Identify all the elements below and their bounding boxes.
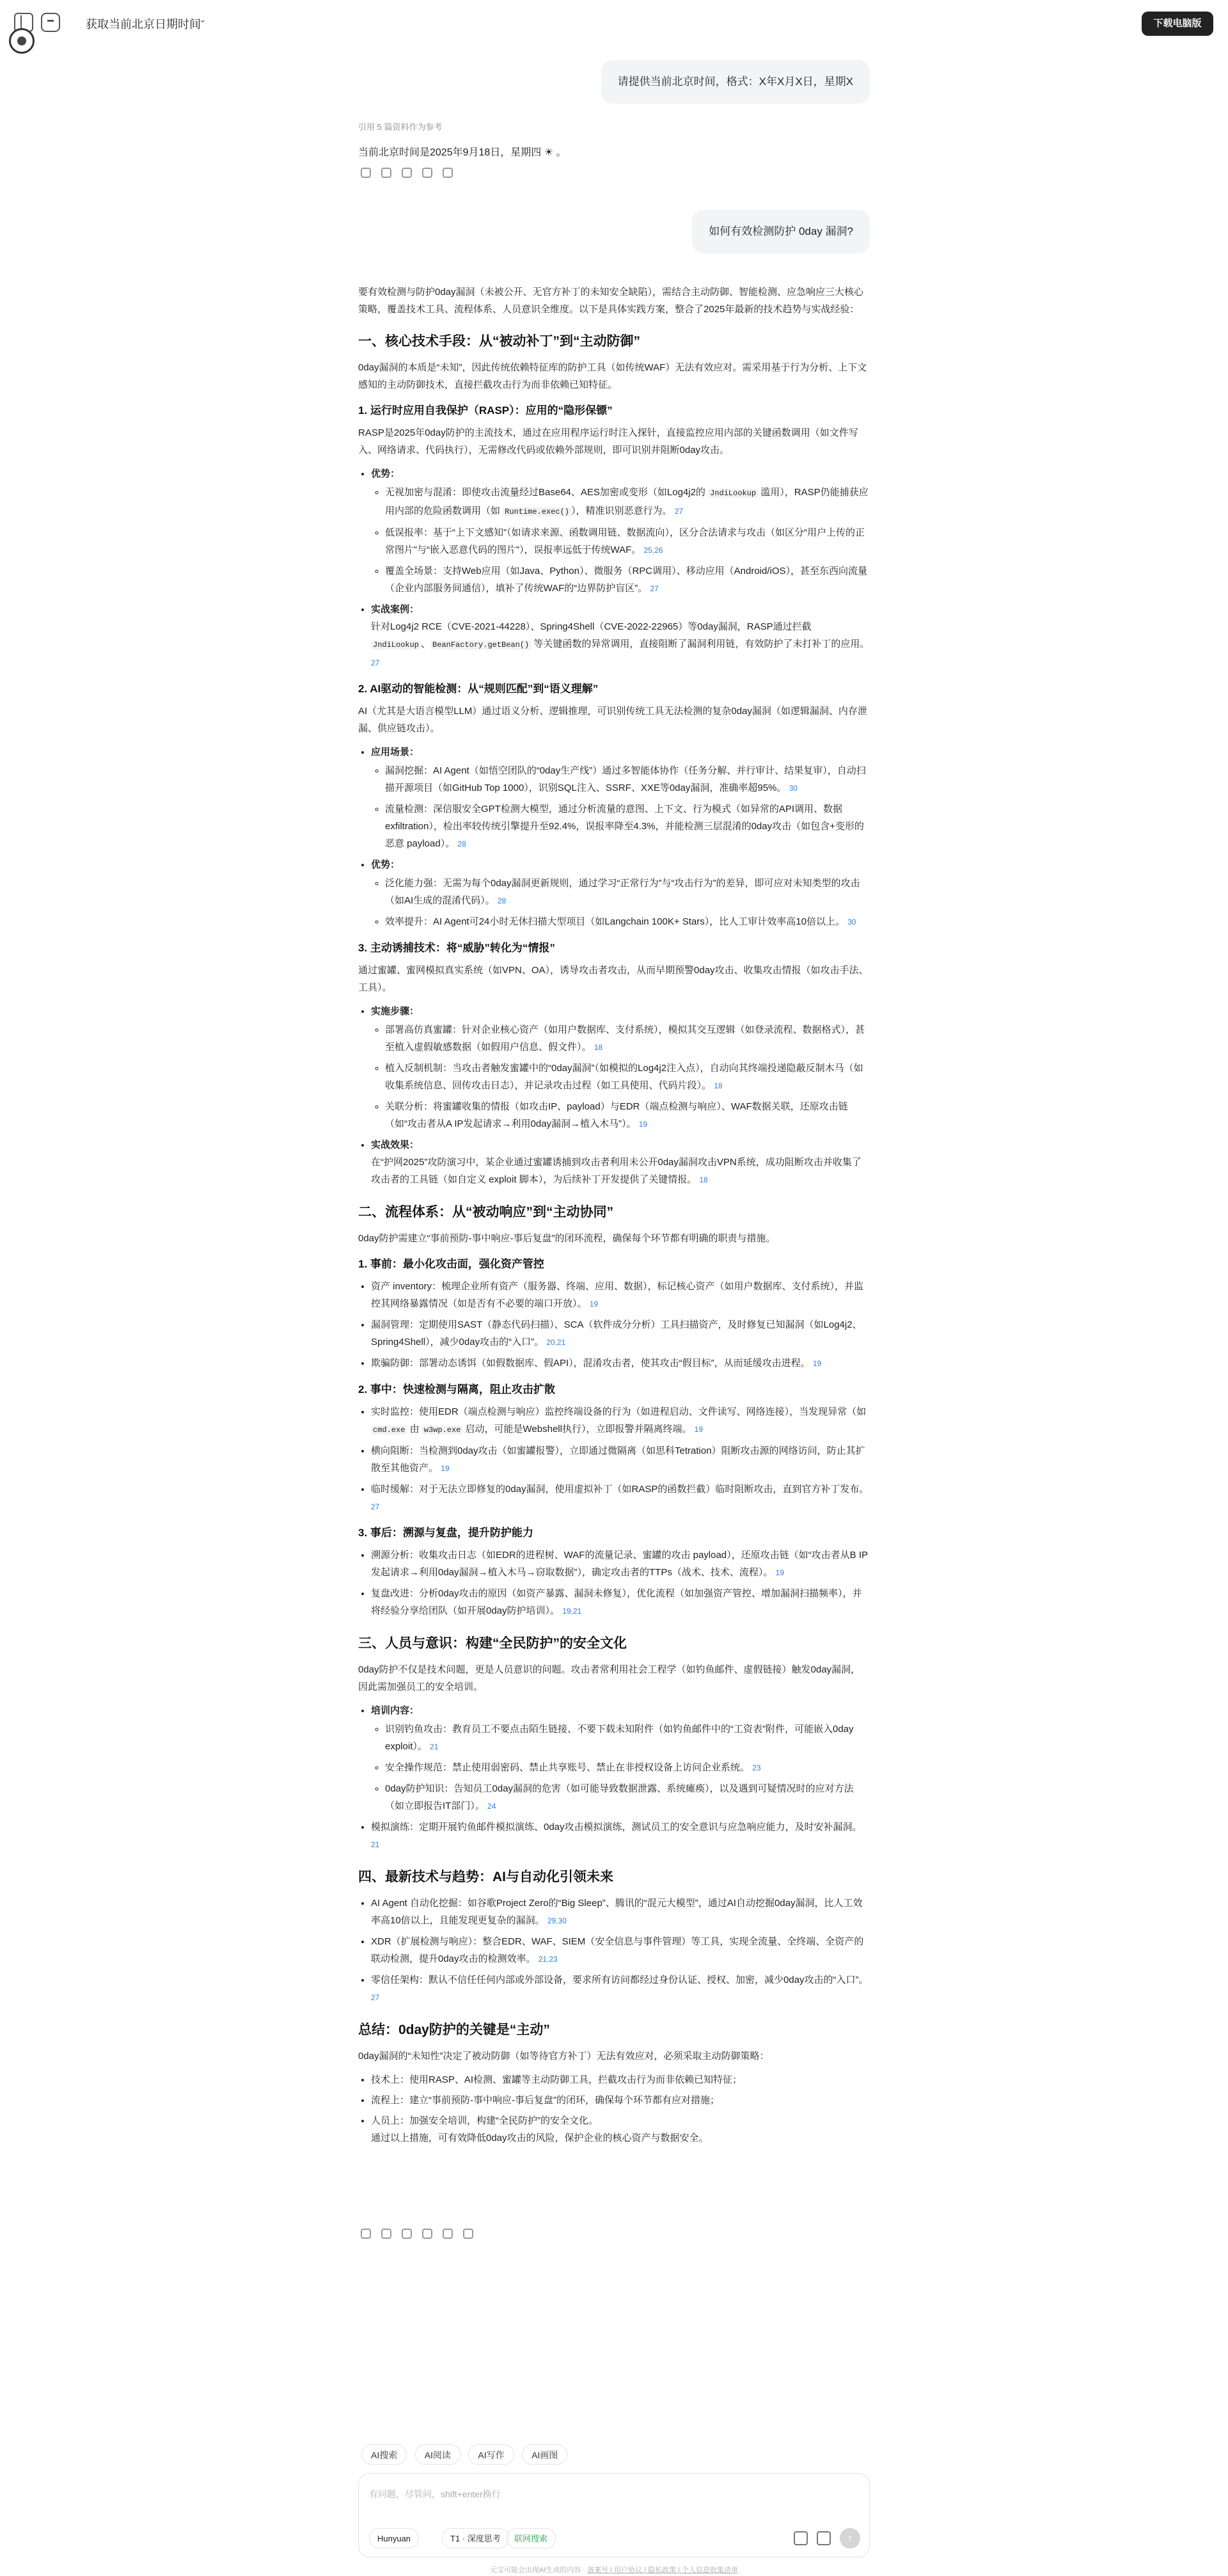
list <box>371 2071 870 2147</box>
image-upload-icon[interactable] <box>794 2531 808 2545</box>
list-item: ◦ 覆盖全场景：支持Web应用（如Java、Python）、微服务（RPC调用）、移动应用（Android/iOS），甚至东西向流量（企业内部服务间通信），填补了传统WAF的“边界防护盲区”。 27 <box>385 562 870 598</box>
list <box>371 1702 870 1854</box>
citation-link[interactable]: 18 <box>714 1081 723 1090</box>
list-item: • 流程上：建立“事前预防-事中响应-事后复盘”的闭环，确保每个环节都有应对措施； <box>371 2092 870 2109</box>
citation-link[interactable]: 30 <box>847 918 856 926</box>
composer <box>358 2473 870 2557</box>
footer-disclaimer: 元宝可能会出现AI生成的内容 <box>489 2566 581 2574</box>
footer-links[interactable]: 备案号 | 用户协议 | 隐私政策 | 个人信息收集清单 <box>587 2566 739 2574</box>
list <box>371 1403 870 1516</box>
list-item: • 优势： ◦ 泛化能力强：无需为每个0day漏洞更新规则，通过学习“正常行为”与“攻击行为”的差异，即可应对未知类型的攻击（如AI生成的混淆代码）。 28 ◦ 效率提升：AI Agent可24小时无休扫描大型项目（如Langchain 100K+ Stars），比人工审计效率高10倍以上。 30 <box>371 856 870 931</box>
list-item: • 欺骗防御：部署动态诱饵（如假数据库、假API），混淆攻击者，使其攻击“假目标”，从而延缓攻击进程。 19 <box>371 1355 870 1372</box>
deep-think-toggle[interactable]: T1 · 深度思考 <box>442 2528 509 2548</box>
chevron-down-icon[interactable]: ⌄ <box>199 14 207 24</box>
list <box>371 1003 870 1189</box>
download-desktop-button[interactable]: 下载电脑版 <box>1142 12 1213 36</box>
list <box>371 1278 870 1372</box>
list-item: • 技术上：使用RASP、AI检测、蜜罐等主动防御工具，拦截攻击行为而非依赖已知特征； <box>371 2071 870 2088</box>
section-heading: 二、流程体系：从“被动响应”到“主动协同” <box>358 1205 613 1220</box>
list-item: • 溯源分析：收集攻击日志（如EDR的进程树、WAF的流量记录、蜜罐的攻击 payload），还原攻击链（如“攻击者从B IP发起请求→利用0day漏洞→植入木马→窃取数据”），确定攻击者的TTPs（战术、技术、流程）。 19 <box>371 1546 870 1582</box>
copy-icon[interactable] <box>361 168 371 178</box>
list-item: • 优势： ◦ 无视加密与混淆：即使攻击流量经过Base64、AES加密或变形（如Log4j2的 JndiLookup 滥用），RASP仍能捕获应用内部的危险函数调用（如 Runtime.exec() ），精准识别恶意行为。 27 ◦ 低误报率：基于“上下文感知”（如请求来源、函数调用链、数据流向），区分合法请求与攻击（如区分“用户上传的正常图片”与“嵌入恶意代码的图片”），误报率远低于传统WAF。 25,26 ◦ 覆盖全场景：支持Web应用（如Java、Python）、微服务（RPC调用）、移动应用（Android/iOS），甚至东西向流量（企业内部服务间通信），填补了传统WAF的“边界防护盲区”。 27 <box>371 465 870 598</box>
subsection-heading: 1. 运行时应用自我保护（RASP）：应用的“隐形保镖” <box>358 404 613 417</box>
list-item: • 培训内容： ◦ 识别钓鱼攻击：教育员工不要点击陌生链接、不要下载未知附件（如钓鱼邮件中的“工资表”附件，可能嵌入0day exploit）。 21 ◦ 安全操作规范：禁止使用弱密码、禁止共享账号、禁止在非授权设备上访问企业系统。 23 ◦ 0day防护知识：告知员工0day漏洞的危害（如可能导致数据泄露、系统瘫痪），以及遇到可疑情况时的应对方法（如立即报告IT部门）。 24 <box>371 1702 870 1815</box>
list <box>371 743 870 931</box>
citation-link[interactable]: 21 <box>371 1840 380 1849</box>
citation-link[interactable]: 25,26 <box>643 546 663 555</box>
list <box>371 1546 870 1620</box>
subsection-heading: 1. 事前：最小化攻击面，强化资产管控 <box>358 1258 544 1270</box>
list-item: • 人员上：加强安全培训，构建“全民防护”的安全文化。 通过以上措施，可有效降低0day攻击的风险，保护企业的核心资产与数据安全。 <box>371 2112 870 2147</box>
user-message: 请提供当前北京时间，格式：X年X月X日，星期X <box>601 60 870 104</box>
bookmark-icon[interactable] <box>381 168 391 178</box>
tool-ai-read[interactable]: AI阅读 <box>415 2444 460 2465</box>
thumbs-down-icon[interactable] <box>422 168 432 178</box>
citation-link[interactable]: 24 <box>487 1802 496 1811</box>
list-item: • 实战案例： 针对Log4j2 RCE（CVE-2021-44228）、Spring4Shell（CVE-2022-22965）等0day漏洞，RASP通过拦截 JndiLookup 、 BeanFactory.getBean() 等关键函数的异常调用，直接阻断了漏洞利用链，有效防护了未打补丁的应用。 27 <box>371 601 870 672</box>
citation-link[interactable]: 18 <box>699 1175 708 1184</box>
message-actions <box>361 2229 484 2243</box>
citation-link[interactable]: 19 <box>812 1359 822 1368</box>
tool-ai-write[interactable]: AI写作 <box>468 2444 514 2465</box>
citation-link[interactable]: 27 <box>674 507 684 516</box>
top-bar <box>0 0 1228 46</box>
list-item: • 模拟演练：定期开展钓鱼邮件模拟演练、0day攻击模拟演练，测试员工的安全意识与应急响应能力，及时安补漏洞。 21 <box>371 1818 870 1854</box>
share-icon[interactable] <box>463 2229 473 2239</box>
list <box>371 465 870 672</box>
file-upload-icon[interactable] <box>817 2531 831 2545</box>
paragraph: AI（尤其是大语言模型LLM）通过语义分析、逻辑推理，可识别传统工具无法检测的复杂0day漏洞（如逻辑漏洞、内存泄漏、供应链攻击）。 <box>358 706 867 734</box>
subsection-heading: 2. AI驱动的智能检测：从“规则匹配”到“语义理解” <box>358 683 599 695</box>
citation-link[interactable]: 20,21 <box>546 1338 566 1347</box>
thumbs-down-icon[interactable] <box>422 2229 432 2239</box>
citation-link[interactable]: 19,21 <box>562 1607 582 1616</box>
citation-link[interactable]: 28 <box>497 896 507 905</box>
paragraph: 0day漏洞的本质是“未知”，因此传统依赖特征库的防护工具（如传统WAF）无法有效应对。需采用基于行为分析、上下文感知的主动防御技术，直接拦截攻击行为而非依赖已知特征。 <box>358 362 867 390</box>
assistant-message: 当前北京时间是2025年9月18日，星期四 ☀ 。 <box>358 147 567 158</box>
web-search-toggle[interactable]: 联网搜索 <box>506 2528 556 2548</box>
citation-link[interactable]: 28 <box>457 839 466 848</box>
citation-link[interactable]: 19 <box>589 1300 599 1308</box>
list-item: ◦ 植入反制机制：当攻击者触发蜜罐中的“0day漏洞”（如模拟的Log4j2注入点），自动向其终端投递隐蔽反制木马（如收集系统信息、回传攻击日志），并记录攻击过程（如工具使用、代码片段）。 18 <box>385 1060 870 1095</box>
thumbs-up-icon[interactable] <box>402 168 412 178</box>
conversation-title[interactable]: 获取当前北京日期时间 <box>86 18 201 31</box>
model-selector[interactable]: Hunyuan <box>369 2528 419 2548</box>
list-item: • 漏洞管理：定期使用SAST（静态代码扫描）、SCA（软件成分分析）工具扫描资产，及时修复已知漏洞（如Log4j2、Spring4Shell），减少0day攻击的“入口”。 20,21 <box>371 1316 870 1351</box>
section-heading: 总结：0day防护的关键是“主动” <box>358 2023 550 2037</box>
answer-intro: 要有效检测与防护0day漏洞（未被公开、无官方补丁的未知安全缺陷），需结合主动防御、智能检测、应急响应三大核心策略，覆盖技术工具、流程体系、人员意识全维度。以下是具体实践方案，整合了2025年最新的技术趋势与实战经验： <box>358 287 864 315</box>
list-item: • AI Agent 自动化挖掘：如谷歌Project Zero的“Big Sleep”、腾讯的“混元大模型”，通过AI自动挖掘0day漏洞，比人工效率高10倍以上，且能发现更复杂的漏洞。 29,30 <box>371 1895 870 1930</box>
list-item: ◦ 部署高仿真蜜罐：针对企业核心资产（如用户数据库、支付系统），模拟其交互逻辑（如登录流程、数据格式），甚至植入虚假敏感数据（如假用户信息、假文件）。 18 <box>385 1021 870 1056</box>
share-icon[interactable] <box>443 168 453 178</box>
thumbs-up-icon[interactable] <box>402 2229 412 2239</box>
assistant-answer <box>358 283 870 2152</box>
section-heading: 一、核心技术手段：从“被动补丁”到“主动防御” <box>358 334 640 349</box>
subsection-heading: 3. 主动诱捕技术：将“威胁”转化为“情报” <box>358 942 555 954</box>
list-item: • 零信任架构：默认不信任任何内部或外部设备，要求所有访问都经过身份认证、授权、加密，减少0day攻击的“入口”。 27 <box>371 1971 870 2007</box>
list-item: ◦ 漏洞挖掘：AI Agent（如悟空团队的“0day生产线”）通过多智能体协作（任务分解、并行审计、结果复审），自动扫描开源项目（如GitHub Top 1000），识别SQL注入、SSRF、XXE等0day漏洞，准确率超95%。 30 <box>385 762 870 797</box>
citation-link[interactable]: 29,30 <box>547 1916 567 1925</box>
paragraph: 0day漏洞的“未知性”决定了被动防御（如等待官方补丁）无法有效应对，必须采取主动防御策略： <box>358 2051 769 2062</box>
list-item: • 实施步骤： ◦ 部署高仿真蜜罐：针对企业核心资产（如用户数据库、支付系统），模拟其交互逻辑（如登录流程、数据格式），甚至植入虚假敏感数据（如假用户信息、假文件）。 18 ◦ 植入反制机制：当攻击者触发蜜罐中的“0day漏洞”（如模拟的Log4j2注入点），自动向其终端投递隐蔽反制木马（如收集系统信息、回传攻击日志），并记录攻击过程（如工具使用、代码片段）。 18 ◦ 关联分析：将蜜罐收集的情报（如攻击IP、payload）与EDR（端点检测与响应）、WAF数据关联，还原攻击链（如“攻击者从A IP发起请求→利用0day漏洞→植入木马”）。 19 <box>371 1003 870 1133</box>
list-item: • 实时监控：使用EDR（端点检测与响应）监控终端设备的行为（如进程启动、文件读写、网络连接），当发现异常（如 cmd.exe 由 w3wp.exe 启动，可能是Webshell执行），立即报警并隔离终端。 19 <box>371 1403 870 1439</box>
citation-link[interactable]: 30 <box>789 784 798 793</box>
list-item: ◦ 识别钓鱼攻击：教育员工不要点击陌生链接、不要下载未知附件（如钓鱼邮件中的“工资表”附件，可能嵌入0day exploit）。 21 <box>385 1721 870 1756</box>
citation-link[interactable]: 27 <box>371 1502 380 1511</box>
copy-icon[interactable] <box>361 2229 371 2239</box>
send-button[interactable]: ↑ <box>840 2528 860 2548</box>
citation-link[interactable]: 19 <box>441 1464 450 1473</box>
list-item: • 实战效果： 在“护网2025”攻防演习中，某企业通过蜜罐诱捕到攻击者利用未公开0day漏洞攻击VPN系统，成功阻断攻击并收集了攻击者的工具链（如自定义 exploit 脚本），为后续补丁开发提供了关键情报。 18 <box>371 1136 870 1189</box>
paragraph: 通过蜜罐、蜜网模拟真实系统（如VPN、OA），诱导攻击者攻击，从而早期预警0day攻击、收集攻击情报（如攻击手法、工具）。 <box>358 965 869 993</box>
citation-link[interactable]: 27 <box>650 584 659 593</box>
list-item: ◦ 关联分析：将蜜罐收集的情报（如攻击IP、payload）与EDR（端点检测与响应）、WAF数据关联，还原攻击链（如“攻击者从A IP发起请求→利用0day漏洞→植入木马”）。 19 <box>385 1098 870 1133</box>
citation-link[interactable]: 27 <box>371 1993 380 2002</box>
list-item: ◦ 流量检测：深信服安全GPT检测大模型，通过分析流量的意图、上下文、行为模式（如异常的API调用、数据exfiltration），检出率较传统引擎提升至92.4%，误报率降至4.3%，并能检测三层混淆的0day攻击（如包含+变形的恶意 payload）。 28 <box>385 800 870 853</box>
references-link[interactable]: 引用 5 篇资料作为参考 <box>358 122 443 132</box>
list <box>371 1895 870 2007</box>
bookmark-icon[interactable] <box>381 2229 391 2239</box>
list-item: ◦ 无视加密与混淆：即使攻击流量经过Base64、AES加密或变形（如Log4j2的 JndiLookup 滥用），RASP仍能捕获应用内部的危险函数调用（如 Runtime.exec() ），精准识别恶意行为。 27 <box>385 484 870 521</box>
list-item: ◦ 0day防护知识：告知员工0day漏洞的危害（如可能导致数据泄露、系统瘫痪），以及遇到可疑情况时的应对方法（如立即报告IT部门）。 24 <box>385 1780 870 1815</box>
section-heading: 三、人员与意识：构建“全民防护”的安全文化 <box>358 1636 627 1651</box>
message-actions <box>361 168 463 182</box>
message-input[interactable] <box>369 2483 855 2506</box>
list-item: • 临时缓解：对于无法立即修复的0day漏洞，使用虚拟补丁（如RASP的函数拦截）临时阻断攻击，直到官方补丁发布。 27 <box>371 1481 870 1516</box>
subsection-heading: 2. 事中：快速检测与隔离，阻止攻击扩散 <box>358 1383 555 1395</box>
subsection-heading: 3. 事后：溯源与复盘，提升防护能力 <box>358 1527 533 1539</box>
citation-link[interactable]: 23 <box>752 1763 761 1772</box>
list-item: • 资产 inventory：梳理企业所有资产（服务器、终端、应用、数据），标记核心资产（如用户数据库、支付系统），并监控其网络暴露情况（如是否有不必要的端口开放）。 19 <box>371 1278 870 1313</box>
user-message: 如何有效检测防护 0day 漏洞? <box>692 210 870 253</box>
citation-link[interactable]: 18 <box>594 1043 603 1052</box>
avatar[interactable] <box>9 28 35 54</box>
tool-ai-image[interactable]: AI画图 <box>522 2444 567 2465</box>
citation-link[interactable]: 21,23 <box>538 1955 558 1964</box>
list-item: ◦ 安全操作规范：禁止使用弱密码、禁止共享账号、禁止在非授权设备上访问企业系统。 23 <box>385 1759 870 1777</box>
citation-link[interactable]: 19 <box>638 1120 648 1129</box>
paragraph: 0day防护不仅是技术问题，更是人员意识的问题。攻击者常利用社会工程学（如钓鱼邮件、虚假链接）触发0day漏洞，因此需加强员工的安全培训。 <box>358 1664 861 1692</box>
tool-chips <box>361 2444 572 2467</box>
citation-link[interactable]: 27 <box>371 658 380 667</box>
list-item: ◦ 低误报率：基于“上下文感知”（如请求来源、函数调用链、数据流向），区分合法请求与攻击（如区分“用户上传的正常图片”与“嵌入恶意代码的图片”），误报率远低于传统WAF。 25,26 <box>385 524 870 559</box>
citation-link[interactable]: 21 <box>430 1742 439 1751</box>
footer: 元宝可能会出现AI生成的内容 · 备案号 | 用户协议 | 隐私政策 | 个人信息收集清单 <box>489 2566 739 2574</box>
list-item: ◦ 泛化能力强：无需为每个0day漏洞更新规则，通过学习“正常行为”与“攻击行为”的差异，即可应对未知类型的攻击（如AI生成的混淆代码）。 28 <box>385 875 870 910</box>
paragraph: RASP是2025年0day防护的主流技术，通过在应用程序运行时注入探针，直接监控应用内部的关键函数调用（如文件写入、网络请求、代码执行），无需修改代码或依赖外部规则，即可识别并阻断0day攻击。 <box>358 427 858 456</box>
list-item: • 横向阻断：当检测到0day攻击（如蜜罐报警），立即通过微隔离（如思科Tetration）阻断攻击源的网络访问，防止其扩散至其他资产。 19 <box>371 1442 870 1477</box>
tool-ai-search[interactable]: AI搜索 <box>361 2444 407 2465</box>
section-heading: 四、最新技术与趋势：AI与自动化引领未来 <box>358 1870 613 1884</box>
citation-link[interactable]: 19 <box>694 1425 703 1434</box>
list-item: • 应用场景： ◦ 漏洞挖掘：AI Agent（如悟空团队的“0day生产线”）通过多智能体协作（任务分解、并行审计、结果复审），自动扫描开源项目（如GitHub Top 1000），识别SQL注入、SSRF、XXE等0day漏洞，准确率超95%。 30 ◦ 流量检测：深信服安全GPT检测大模型，通过分析流量的意图、上下文、行为模式（如异常的API调用、数据exfiltration），检出率较传统引擎提升至92.4%，误报率降至4.3%，并能检测三层混淆的0day攻击（如包含+变形的恶意 payload）。 28 <box>371 743 870 853</box>
citation-link[interactable]: 19 <box>775 1568 784 1577</box>
list-item: • XDR（扩展检测与响应）：整合EDR、WAF、SIEM（安全信息与事件管理）等工具，实现全流量、全终端、全资产的联动检测，提升0day攻击的检测效率。 21,23 <box>371 1933 870 1968</box>
list-item: ◦ 效率提升：AI Agent可24小时无休扫描大型项目（如Langchain 100K+ Stars），比人工审计效率高10倍以上。 30 <box>385 913 870 931</box>
list-item: • 复盘改进：分析0day攻击的原因（如资产暴露、漏洞未修复），优化流程（如加强资产管控、增加漏洞扫描频率），并将经验分享给团队（如开展0day防护培训）。 19,21 <box>371 1585 870 1620</box>
paragraph: 0day防护需建立“事前预防-事中响应-事后复盘”的闭环流程，确保每个环节都有明确的职责与措施。 <box>358 1233 776 1244</box>
regenerate-icon[interactable] <box>443 2229 453 2239</box>
new-chat-icon[interactable] <box>41 13 60 32</box>
